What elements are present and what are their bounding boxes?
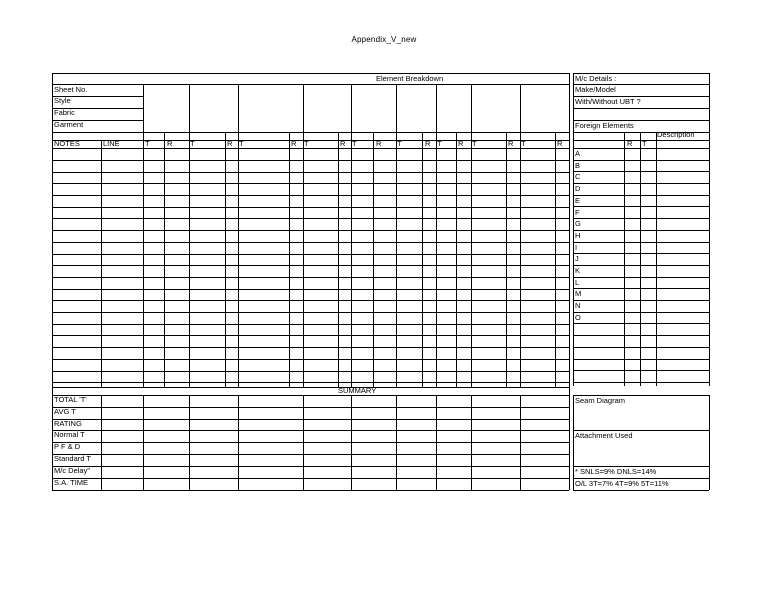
body-row-line <box>52 312 569 313</box>
t-label-2: T <box>239 139 244 148</box>
stitch-allowance-note-2: O/L 3T=7% 4T=9% 5T=11% <box>575 479 669 488</box>
make-model-label: Make/Model <box>575 85 616 94</box>
element-column-divider <box>436 84 437 387</box>
foreign-row-letter-M: M <box>575 289 582 299</box>
foreign-row-line <box>573 242 709 243</box>
element-column-divider <box>303 84 304 387</box>
header-label-0: Sheet No. <box>54 85 88 94</box>
body-row-line <box>52 382 569 383</box>
body-row-line <box>52 371 569 372</box>
foreign-row-letter-I: I <box>575 242 578 252</box>
notes-header-underline <box>52 148 569 149</box>
r-label-3: R <box>340 139 346 148</box>
right-summary-bottom <box>573 490 709 491</box>
body-row-line <box>52 218 569 219</box>
r-label-0: R <box>167 139 173 148</box>
foreign-row-line <box>573 323 709 324</box>
foreign-row-line <box>573 230 709 231</box>
tr-sub-column-divider <box>338 132 339 387</box>
foreign-t-label: T <box>642 139 647 148</box>
summary-row-label-5: Standard T <box>54 454 91 463</box>
mc-details-label: M/c Details : <box>575 74 617 83</box>
foreign-row-letter-G: G <box>575 219 581 229</box>
element-breakdown-underline <box>52 84 569 85</box>
main-table-top <box>52 73 569 74</box>
summary-column-divider <box>189 395 190 490</box>
main-table-bottom <box>52 490 569 491</box>
r-label-7: R <box>508 139 514 148</box>
t-label-6: T <box>437 139 442 148</box>
r-label-8: R <box>557 139 563 148</box>
stitch-allowance-note-1: * SNLS=9% DNLS=14% <box>575 467 657 476</box>
element-column-divider <box>351 84 352 387</box>
seam-box-right <box>709 395 710 490</box>
element-column-divider <box>143 84 144 387</box>
main-table-left <box>52 73 53 490</box>
body-row-line <box>52 160 569 161</box>
t-label-4: T <box>352 139 357 148</box>
summary-column-divider <box>238 395 239 490</box>
element-column-divider <box>396 84 397 387</box>
body-row-line <box>52 335 569 336</box>
foreign-row-line <box>573 312 709 313</box>
r-label-2: R <box>291 139 297 148</box>
body-row-line <box>52 347 569 348</box>
body-row-line <box>52 207 569 208</box>
element-column-divider <box>520 84 521 387</box>
element-column-divider <box>471 84 472 387</box>
body-row-line <box>52 277 569 278</box>
foreign-row-letter-J: J <box>575 254 579 264</box>
body-row-line <box>52 265 569 266</box>
foreign-row-line <box>573 218 709 219</box>
summary-row-label-4: P F & D <box>54 442 81 451</box>
t-label-3: T <box>304 139 309 148</box>
foreign-row-letter-F: F <box>575 207 580 217</box>
summary-row-line <box>52 419 569 420</box>
foreign-row-letter-K: K <box>575 266 581 275</box>
summary-column-divider <box>303 395 304 490</box>
r-label-6: R <box>458 139 464 148</box>
summary-header-underline <box>52 395 569 396</box>
summary-row-line <box>52 478 569 479</box>
foreign-row-line <box>573 300 709 301</box>
seam-box-left <box>573 395 574 490</box>
document-title: Appendix_V_new <box>351 35 417 44</box>
foreign-row-line <box>573 195 709 196</box>
body-row-line <box>52 195 569 196</box>
foreign-row-line <box>573 265 709 266</box>
body-row-line <box>52 172 569 173</box>
with-without-ubt-label: With/Without UBT ? <box>575 97 641 106</box>
tr-sub-column-divider <box>506 132 507 387</box>
foreign-row-letter-E: E <box>575 195 581 205</box>
foreign-row-line <box>573 171 709 172</box>
line-label: LINE <box>103 139 120 148</box>
foreign-row-line <box>573 253 709 254</box>
foreign-r-label: R <box>627 139 633 148</box>
body-row-line <box>52 289 569 290</box>
foreign-row-letter-C: C <box>575 172 581 182</box>
header-row-line <box>52 132 143 133</box>
summary-column-divider <box>471 395 472 490</box>
tr-sub-column-divider <box>456 132 457 387</box>
foreign-row-letter-H: H <box>575 230 581 240</box>
summary-column-divider <box>520 395 521 490</box>
summary-row-line <box>52 454 569 455</box>
tr-sub-column-divider <box>164 132 165 387</box>
t-label-1: T <box>190 139 195 148</box>
body-row-line <box>52 300 569 301</box>
foreign-row-letter-B: B <box>575 160 581 170</box>
t-label-8: T <box>521 139 526 148</box>
foreign-header-line <box>573 140 709 141</box>
tr-sub-column-divider <box>225 132 226 387</box>
foreign-row-line <box>573 382 709 383</box>
summary-row-label-0: TOTAL 'T' <box>54 395 87 404</box>
summary-row-line <box>52 407 569 408</box>
tr-sub-column-divider <box>422 132 423 387</box>
right-panel-right <box>709 73 710 386</box>
summary-row-label-7: S.A. TIME <box>54 478 89 487</box>
summary-label: SUMMARY <box>338 386 377 395</box>
column-header-line <box>52 140 569 141</box>
summary-row-line <box>52 466 569 467</box>
summary-column-divider <box>143 395 144 490</box>
header-label-2: Fabric <box>54 108 75 117</box>
element-column-divider <box>189 84 190 387</box>
element-breakdown-label: Element Breakdown <box>376 74 444 83</box>
body-row-line <box>52 324 569 325</box>
tr-sub-column-divider <box>289 132 290 387</box>
body-row-line <box>52 230 569 231</box>
body-row-line <box>52 254 569 255</box>
foreign-row-letter-O: O <box>575 312 581 322</box>
summary-column-divider <box>101 395 102 490</box>
line-column-divider <box>101 140 102 387</box>
header-label-3: Garment <box>54 120 84 129</box>
foreign-row-letter-D: D <box>575 184 581 194</box>
t-label-7: T <box>472 139 477 148</box>
foreign-row-line <box>573 347 709 348</box>
description-label: Description <box>657 130 695 139</box>
seam-diagram-label: Seam Diagram <box>575 396 626 405</box>
foreign-row-letter-N: N <box>575 301 581 311</box>
r-label-4: R <box>376 139 382 148</box>
t-label-0: T <box>145 139 150 148</box>
element-column-divider <box>238 84 239 387</box>
right-panel-row-line <box>573 108 709 109</box>
summary-column-divider <box>436 395 437 490</box>
foreign-row-line <box>573 335 709 336</box>
body-row-line <box>52 242 569 243</box>
t-label-5: T <box>397 139 402 148</box>
foreign-row-line <box>573 160 709 161</box>
foreign-row-line <box>573 277 709 278</box>
foreign-row-line <box>573 370 709 371</box>
header-label-1: Style <box>54 96 71 105</box>
r-label-1: R <box>227 139 233 148</box>
summary-row-line <box>52 442 569 443</box>
summary-row-label-6: M/c Delay" <box>54 466 91 475</box>
summary-row-line <box>52 430 569 431</box>
summary-row-label-2: RATING <box>54 419 82 428</box>
foreign-row-letter-A: A <box>575 149 581 158</box>
foreign-row-line <box>573 206 709 207</box>
summary-column-divider <box>396 395 397 490</box>
tr-sub-column-divider <box>373 132 374 387</box>
foreign-row-line <box>573 183 709 184</box>
summary-top-line <box>52 387 569 388</box>
tr-sub-column-divider <box>555 132 556 387</box>
body-row-line <box>52 183 569 184</box>
summary-row-label-3: Normal T <box>54 430 85 439</box>
notes-label: NOTES <box>54 139 80 148</box>
foreign-row-line <box>573 359 709 360</box>
foreign-elements-label: Foreign Elements <box>575 121 634 130</box>
summary-column-divider <box>351 395 352 490</box>
body-row-line <box>52 359 569 360</box>
attachment-used-label: Attachment Used <box>575 431 633 440</box>
r-label-5: R <box>425 139 431 148</box>
foreign-subheader-line <box>573 148 709 149</box>
foreign-row-line <box>573 288 709 289</box>
element-column-divider <box>569 84 570 387</box>
summary-row-label-1: AVG T <box>54 407 76 416</box>
foreign-row-letter-L: L <box>575 277 580 287</box>
